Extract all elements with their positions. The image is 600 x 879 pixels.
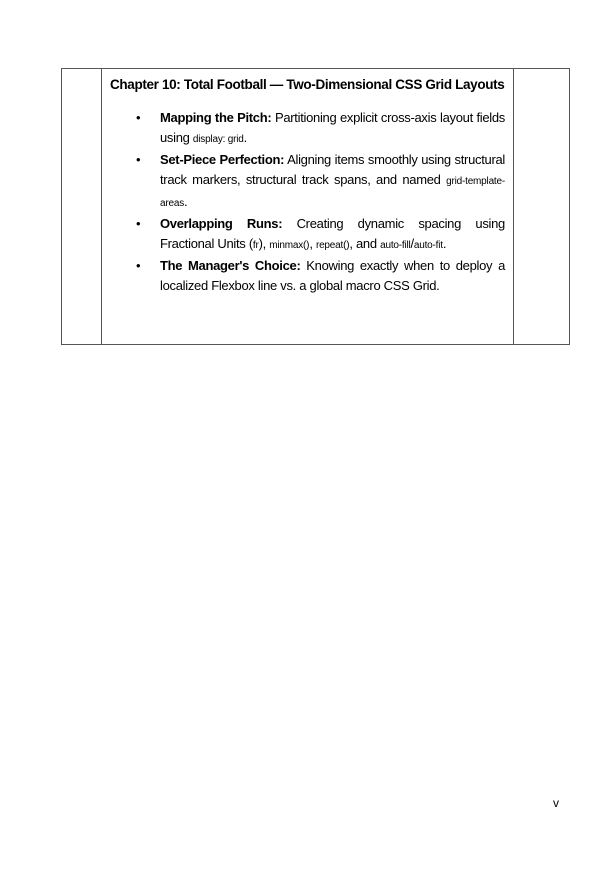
inline-code: auto-fill (380, 240, 411, 251)
topic-item (110, 108, 505, 150)
topic-lead: Mapping the Pitch: (160, 110, 272, 125)
topic-text: . (442, 236, 447, 251)
content-cell-body (102, 69, 513, 296)
left-margin-cell (62, 69, 102, 345)
topic-item (110, 256, 505, 296)
topic-text: , (309, 236, 316, 251)
inline-code: minmax() (269, 240, 310, 251)
topic-lead: The Manager's Choice: (160, 258, 301, 273)
inline-code: display: grid (192, 134, 244, 145)
topic-text: . (184, 194, 188, 209)
topic-text: Partitioning explicit cross-axis layout fields using (160, 110, 506, 145)
topic-lead: Set-Piece Perfection: (160, 152, 285, 167)
topic-item (110, 150, 505, 214)
topic-text: . (243, 130, 247, 145)
outline-row (62, 69, 570, 345)
bullet-icon: • (136, 110, 141, 125)
inline-code: fr (252, 240, 259, 251)
topic-text: Creating dynamic spacing using Fractional Units ( (160, 216, 505, 251)
inline-code: auto-fit (413, 240, 443, 251)
page-number: v (553, 796, 559, 810)
topic-text: / (410, 236, 414, 251)
topic-lead: Overlapping Runs: (160, 216, 283, 231)
topic-text: ), (258, 236, 270, 251)
chapter-title: Chapter 10: Total Football — Two-Dimensional CSS Grid Layouts (110, 77, 505, 92)
bullet-icon: • (136, 216, 141, 231)
inline-code: repeat() (315, 240, 350, 251)
topic-text: Aligning items smoothly using structural track markers, structural track spans, and named (160, 152, 505, 187)
content-cell (102, 69, 514, 345)
bullet-icon: • (136, 258, 141, 273)
topic-text: , and (349, 236, 381, 251)
topic-item (110, 214, 505, 256)
topic-text: Knowing exactly when to deploy a localized Flexbox line vs. a global macro CSS Grid. (160, 258, 505, 293)
right-margin-cell (514, 69, 570, 345)
bullet-icon: • (136, 152, 141, 167)
outline-table (61, 68, 570, 345)
inline-code: grid-template-areas (160, 176, 505, 209)
topic-list (110, 108, 505, 296)
